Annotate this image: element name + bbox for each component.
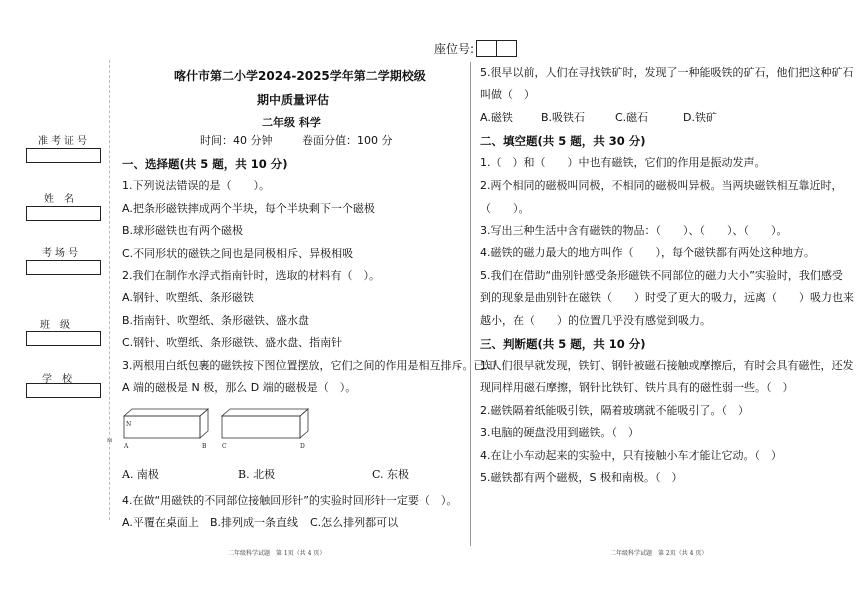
fill-q5-line2: 到的现象是曲别针在磁铁（ ）时受了更大的吸力，远离（ ）吸力也来 <box>480 291 854 304</box>
magnet-figure <box>104 404 324 456</box>
q3-option-a: A. 南极 <box>122 468 159 481</box>
exam-room-label: 考场号 <box>42 248 81 259</box>
q3-option-b: B. 北极 <box>238 468 276 481</box>
q4-option-c: C.怎么排列都可以 <box>310 516 399 529</box>
q4-option-b: B.排列成一条直线 <box>210 516 299 529</box>
class-label: 班 级 <box>40 320 70 331</box>
q4-option-a: A.平覆在桌面上 <box>122 516 199 529</box>
q1-option-a: A.把条形磁铁摔成两个半块，每个半块剩下一个磁极 <box>122 202 375 215</box>
seat-label: 座位号: <box>434 42 475 56</box>
name-label: 姓 名 <box>44 194 74 205</box>
judge-q2: 2.磁铁隔着纸能吸引铁，隔着玻璃就不能吸引了。（ ） <box>480 404 749 417</box>
q3-stem-line2: A 端的磁极是 N 极，那么 D 端的磁极是（ ）。 <box>122 381 357 394</box>
q5-stem-line1: 5.很早以前，人们在寻找铁矿时，发现了一种能吸铁的矿石，他们把这种矿石 <box>480 66 854 79</box>
magnet-cd-side <box>300 409 308 438</box>
magnet-ab-top <box>124 409 208 416</box>
grade-subject: 二年级 科学 <box>262 116 321 129</box>
q5-option-a: A.磁铁 <box>480 111 513 124</box>
section-choice-heading: 一、选择题(共 5 题，共 10 分) <box>122 157 288 171</box>
q2-option-b: B.指南针、吹塑纸、条形磁铁、盛水盘 <box>122 314 310 327</box>
judge-q1-line2: 现同样用磁石摩擦，钢针比铁钉、铁片具有的磁性弱一些。（ ） <box>480 381 794 394</box>
judge-q1-line1: 1.人们很早就发现，铁钉、钢针被磁石接触或摩擦后，有时会具有磁性，还发 <box>480 359 854 372</box>
judge-q4: 4.在让小车动起来的实验中，只有接触小车才能让它动。（ ） <box>480 449 782 462</box>
page-divider <box>470 62 471 546</box>
magnet-ab-front <box>124 416 200 438</box>
fill-q3: 3.写出三种生活中含有磁铁的物品：（ ）、（ ）、（ ）。 <box>480 224 788 237</box>
exam-id-field[interactable] <box>26 148 101 163</box>
fig-label-n: N <box>126 421 132 428</box>
magnet-cd-front <box>222 416 300 438</box>
q5-stem-line2: 叫做（ ） <box>480 88 535 101</box>
fill-q5-line1: 5.我们在借助“曲别针感受条形磁铁不同部位的磁力大小”实验时，我们感受 <box>480 269 843 282</box>
fill-q4: 4.磁铁的磁力最大的地方叫作（ ），每个磁铁都有两处这种地方。 <box>480 246 815 259</box>
judge-q3: 3.电脑的硬盘没用到磁铁。（ ） <box>480 426 639 439</box>
fig-label-d: D <box>300 443 305 450</box>
fill-q2-line1: 2.两个相同的磁极叫同极，不相同的磁极叫异极。当两块磁铁相互靠近时， <box>480 179 843 192</box>
q1-option-c: C.不同形状的磁铁之间也是同极相斥、异极相吸 <box>122 247 354 260</box>
school-field[interactable] <box>26 383 101 398</box>
judge-q5: 5.磁铁都有两个磁极，S 极和南极。（ ） <box>480 471 683 484</box>
page-footer-1: 二年级科学试题 第 1页（共 4 页） <box>228 550 326 557</box>
q2-stem: 2.我们在制作水浮式指南针时，选取的材料有（ ）。 <box>122 269 380 282</box>
exam-score: 卷面分值：100 分 <box>302 134 393 147</box>
seat-box-2[interactable] <box>496 40 517 57</box>
q4-stem: 4.在做“用磁铁的不同部位接触回形针”的实验时回形针一定要（ ）。 <box>122 494 458 507</box>
exam-title-line1: 喀什市第二小学2024-2025学年第二学期校级 <box>174 69 426 83</box>
page-footer-2: 二年级科学试题 第 2页（共 4 页） <box>610 550 708 557</box>
fill-q2-line2: （ ）。 <box>480 202 530 215</box>
q2-option-c: C.钢针、吹塑纸、条形磁铁、盛水盘、指南针 <box>122 336 343 349</box>
fig-label-b: B <box>202 443 207 450</box>
section-fill-heading: 二、填空题(共 5 题，共 30 分) <box>480 134 646 148</box>
exam-room-field[interactable] <box>26 260 101 275</box>
q2-option-a: A.钢针、吹塑纸、条形磁铁 <box>122 291 254 304</box>
q5-option-c: C.磁石 <box>615 111 649 124</box>
school-label: 学 校 <box>42 374 72 385</box>
q1-stem: 1.下列说法错误的是（ ）。 <box>122 179 270 192</box>
magnet-cd-top <box>222 409 308 416</box>
fill-q5-line3: 越小，在（ ）的位置几乎没有感觉到吸力。 <box>480 314 711 327</box>
q5-option-d: D.铁矿 <box>683 111 717 124</box>
fig-label-a: A <box>124 443 129 450</box>
fig-label-m: M <box>107 438 113 444</box>
q3-option-c: C. 东极 <box>372 468 410 481</box>
exam-time: 时间：40 分钟 <box>200 134 273 147</box>
name-field[interactable] <box>26 206 101 221</box>
class-field[interactable] <box>26 331 101 346</box>
magnet-ab-side <box>200 409 208 438</box>
q3-stem-line1: 3.两根用白纸包裹的磁铁按下图位置摆放，它们之间的作用是相互排斥。已知 <box>122 359 496 372</box>
seat-box-1[interactable] <box>476 40 497 57</box>
section-judge-heading: 三、判断题(共 5 题，共 10 分) <box>480 337 646 351</box>
fig-label-c: C <box>222 443 227 450</box>
exam-id-label: 准考证号 <box>38 136 90 147</box>
exam-title-line2: 期中质量评估 <box>257 93 330 107</box>
q5-option-b: B.吸铁石 <box>541 111 586 124</box>
q1-option-b: B.球形磁铁也有两个磁极 <box>122 224 244 237</box>
fill-q1: 1.（ ）和（ ）中也有磁铁，它们的作用是振动发声。 <box>480 156 766 169</box>
